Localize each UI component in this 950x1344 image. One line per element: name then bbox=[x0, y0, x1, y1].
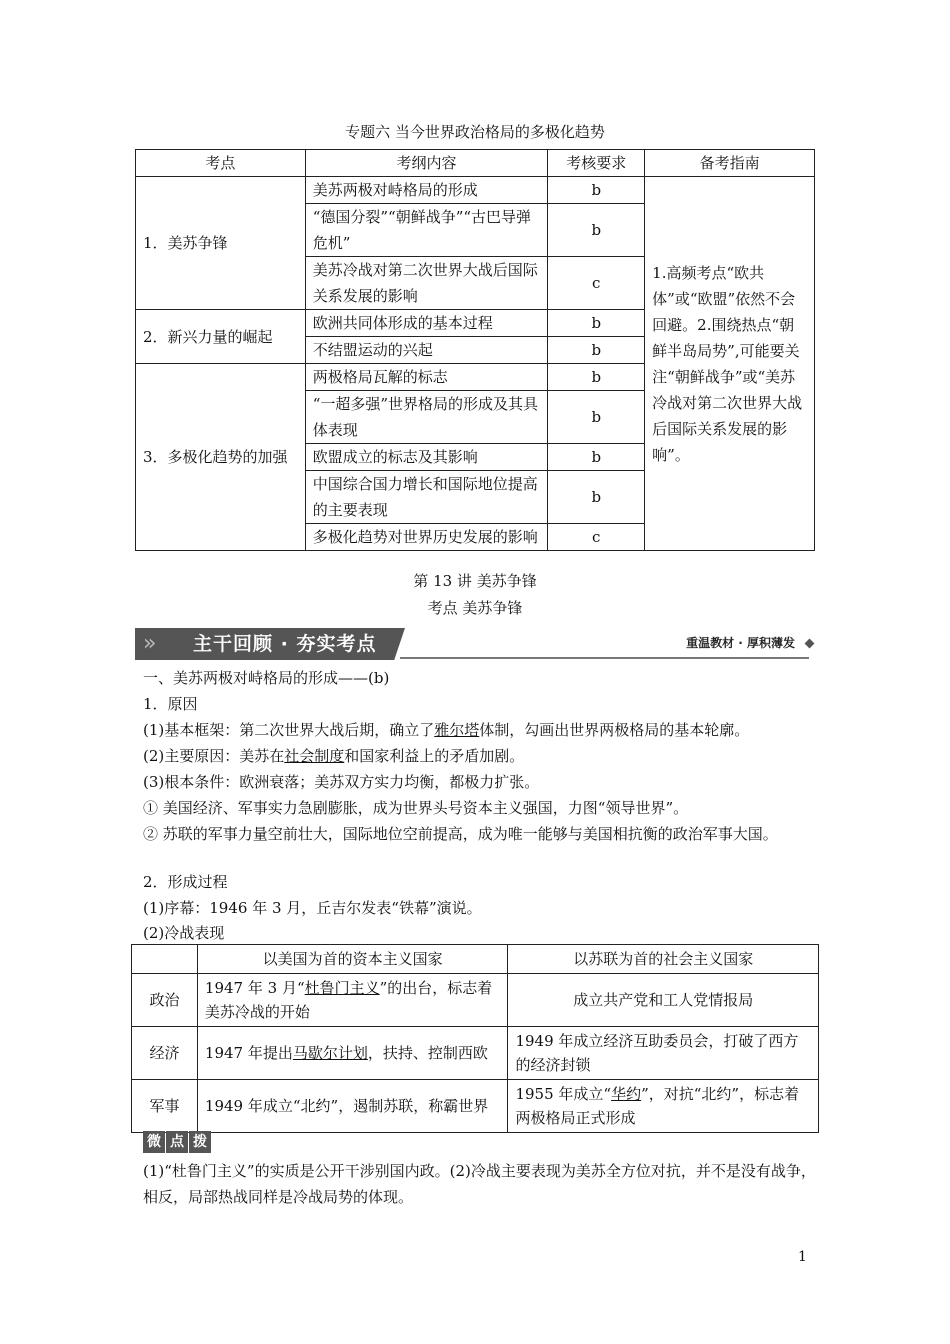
header-requirement: 考核要求 bbox=[548, 150, 645, 177]
us-cell: 1947 年提出马歇尔计划，扶持、控制西欧 bbox=[197, 1027, 508, 1080]
requirement-cell: b bbox=[548, 337, 645, 364]
point-title: 考点 美苏争锋 bbox=[427, 599, 523, 617]
content-cell: 欧盟成立的标志及其影响 bbox=[305, 444, 548, 471]
header-guide: 备考指南 bbox=[645, 150, 815, 177]
requirement-cell: b bbox=[548, 471, 645, 524]
paragraph-usa: ① 美国经济、军事实力急剧膨胀，成为世界头号资本主义强国，力图“领导世界”。 bbox=[143, 799, 689, 817]
ussr-cell: 1955 年成立“华约”，对抗“北约”，标志着两极格局正式形成 bbox=[508, 1080, 819, 1133]
content-cell: 中国综合国力增长和国际地位提高的主要表现 bbox=[305, 471, 548, 524]
page-number: 1 bbox=[798, 1249, 807, 1265]
requirement-cell: b bbox=[548, 391, 645, 444]
content-cell: 多极化趋势对世界历史发展的影响 bbox=[305, 524, 548, 551]
requirement-cell: b bbox=[548, 310, 645, 337]
double-chevron-icon: » bbox=[143, 631, 157, 656]
paragraph-framework: (1)基本框架：第二次世界大战后期，确立了雅尔塔体制，勾画出世界两极格局的基本轮廓。 bbox=[143, 721, 750, 739]
content-cell: 两极格局瓦解的标志 bbox=[305, 364, 548, 391]
heading-process: 2．形成过程 bbox=[143, 873, 228, 891]
requirement-cell: b bbox=[548, 204, 645, 257]
syllabus-table bbox=[135, 149, 815, 551]
point-cell: 3．多极化趋势的加强 bbox=[136, 364, 306, 551]
guide-cell bbox=[645, 177, 815, 551]
paragraph-ussr: ② 苏联的军事力量空前壮大，国际地位空前提高，成为唯一能够与美国相抗衡的政治军事大国。 bbox=[143, 825, 778, 843]
category-cell: 政治 bbox=[132, 974, 198, 1027]
guide-text: 1.高频考点“欧共体”或“欧盟”依然不会回避。2.围绕热点“朝鲜半岛局势”,可能要关注“朝鲜战争”或“美苏冷战对第二次世界大战后国际关系发展的影响”。 bbox=[652, 263, 803, 464]
underlined-term: 社会制度 bbox=[284, 747, 345, 765]
ussr-cell: 1949 年成立经济互助委员会，打破了西方的经济封锁 bbox=[508, 1027, 819, 1080]
requirement-cell: b bbox=[548, 444, 645, 471]
content-cell: “一超多强”世界格局的形成及其具体表现 bbox=[305, 391, 548, 444]
tip-char: 微 bbox=[143, 1131, 165, 1153]
tip-char: 拨 bbox=[189, 1131, 211, 1153]
banner-left-text: 主干回顾 · 夯实考点 bbox=[193, 633, 377, 655]
paragraph-prelude: (1)序幕：1946 年 3 月，丘吉尔发表“铁幕”演说。 bbox=[143, 899, 482, 917]
requirement-cell: c bbox=[548, 257, 645, 310]
us-cell: 1947 年 3 月“杜鲁门主义”的出台，标志着美苏冷战的开始 bbox=[197, 974, 508, 1027]
tip-label bbox=[143, 1131, 212, 1155]
paragraph-main-cause: (2)主要原因：美苏在社会制度和国家利益上的矛盾加剧。 bbox=[143, 747, 525, 765]
banner-underline bbox=[400, 657, 809, 659]
banner-right-text: 重温教材 · 厚积薄发 bbox=[686, 636, 795, 650]
requirement-cell: c bbox=[548, 524, 645, 551]
point-cell: 2．新兴力量的崛起 bbox=[136, 310, 306, 364]
ussr-cell: 成立共产党和工人党情报局 bbox=[508, 974, 819, 1027]
paragraph-coldwar: (2)冷战表现 bbox=[143, 924, 225, 942]
cold-war-table bbox=[131, 944, 819, 1133]
content-cell: 美苏冷战对第二次世界大战后国际关系发展的影响 bbox=[305, 257, 548, 310]
heading-cause: 1．原因 bbox=[143, 695, 198, 713]
content-cell: “德国分裂”“朝鲜战争”“古巴导弹危机” bbox=[305, 204, 548, 257]
category-cell: 军事 bbox=[132, 1080, 198, 1133]
header-us-bloc: 以美国为首的资本主义国家 bbox=[197, 945, 508, 974]
diamond-icon bbox=[805, 639, 815, 649]
lesson-title: 第 13 讲 美苏争锋 bbox=[413, 572, 537, 590]
heading-1: 一、美苏两极对峙格局的形成——(b) bbox=[143, 669, 390, 687]
paragraph-condition: (3)根本条件：欧洲衰落；美苏双方实力均衡，都极力扩张。 bbox=[143, 773, 540, 791]
point-cell: 1．美苏争锋 bbox=[136, 177, 306, 310]
category-cell: 经济 bbox=[132, 1027, 198, 1080]
header-empty bbox=[132, 945, 198, 974]
topic-title: 专题六 当今世界政治格局的多极化趋势 bbox=[345, 123, 605, 141]
tip-text: (1)“杜鲁门主义”的实质是公开干涉别国内政。(2)冷战主要表现为美苏全方位对抗，并不是没有战争，相反，局部热战同样是冷战局势的体现。 bbox=[143, 1162, 816, 1206]
content-cell: 欧洲共同体形成的基本过程 bbox=[305, 310, 548, 337]
header-ussr-bloc: 以苏联为首的社会主义国家 bbox=[508, 945, 819, 974]
us-cell: 1949 年成立“北约”，遏制苏联，称霸世界 bbox=[197, 1080, 508, 1133]
content-cell: 不结盟运动的兴起 bbox=[305, 337, 548, 364]
tip-char: 点 bbox=[166, 1131, 188, 1153]
header-point: 考点 bbox=[136, 150, 306, 177]
section-banner bbox=[135, 626, 815, 662]
header-content: 考纲内容 bbox=[305, 150, 548, 177]
content-cell: 美苏两极对峙格局的形成 bbox=[305, 177, 548, 204]
requirement-cell: b bbox=[548, 364, 645, 391]
underlined-term: 雅尔塔 bbox=[434, 721, 480, 739]
requirement-cell: b bbox=[548, 177, 645, 204]
